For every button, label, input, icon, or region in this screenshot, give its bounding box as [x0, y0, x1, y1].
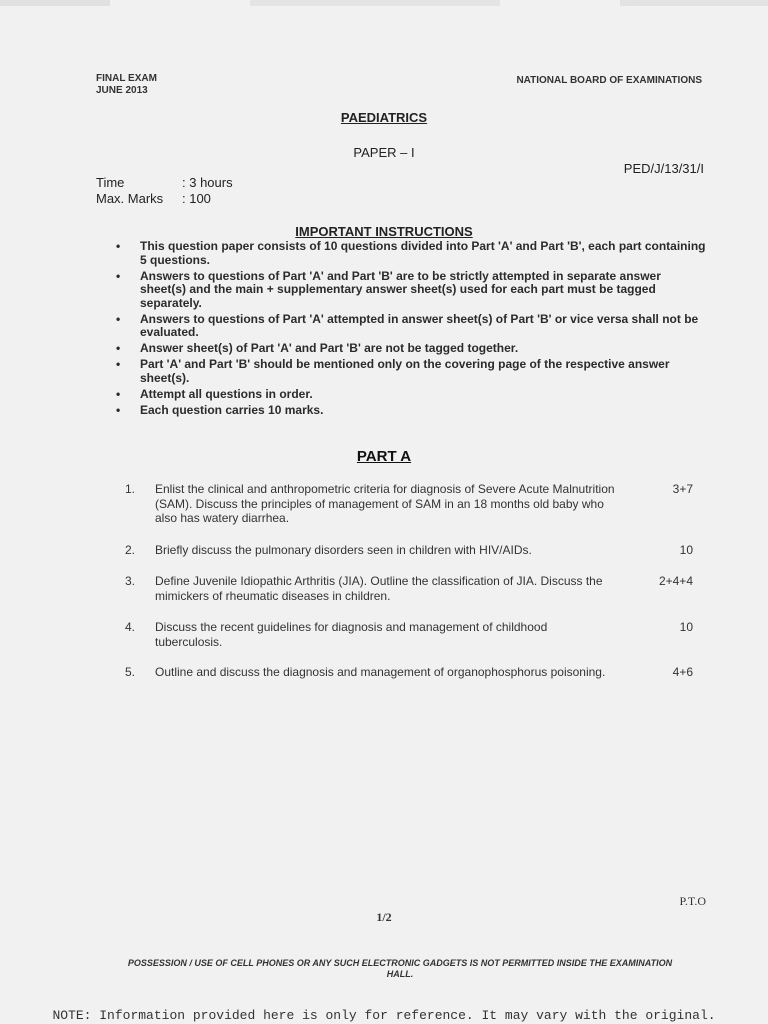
instruction-item: • Attempt all questions in order.	[116, 386, 313, 401]
instruction-item: • Answers to questions of Part 'A' and Part 'B' are to be strictly attempted in separate answer sheet(s) and the main + supplementary answer sheet(s) used for each part must be tagged separately.	[116, 268, 661, 310]
question-marks: 10	[679, 543, 693, 557]
paper-code: PED/J/13/31/I	[623, 161, 704, 176]
exam-header-left	[96, 73, 157, 97]
phone-warning: POSSESSION / USE OF CELL PHONES OR ANY SUCH ELECTRONIC GADGETS IS NOT PERMITTED INSIDE THE EXAMINATION HALL.	[127, 958, 673, 979]
scan-artifact	[0, 0, 768, 6]
instruction-item: • Answers to questions of Part 'A' attempted in answer sheet(s) of Part 'B' or vice versa shall not be evaluated.	[116, 311, 699, 339]
bullet-icon: •	[116, 341, 121, 355]
marks-row	[96, 191, 211, 206]
question-number: 5.	[125, 665, 136, 679]
question-text: Outline and discuss the diagnosis and management of organophosphorus poisoning.	[155, 665, 606, 679]
paper-title: PAPER – I	[353, 145, 415, 160]
time-value: : 3 hours	[182, 175, 233, 190]
question-text: Enlist the clinical and anthropometric criteria for diagnosis of Severe Acute Malnutrition (SAM). Discuss the principles of management of SAM in an 18 months old baby who also has watery diarrhea.	[155, 482, 615, 525]
question-marks: 10	[679, 620, 693, 634]
question-marks: 2+4+4	[658, 574, 693, 588]
exam-type: FINAL EXAM	[96, 73, 157, 84]
bullet-icon: •	[116, 386, 121, 401]
question-text: Define Juvenile Idiopathic Arthritis (JIA). Outline the classification of JIA. Discuss the mimickers of rheumatic diseases in children.	[155, 574, 603, 603]
part-a-title: PART A	[356, 448, 412, 465]
question-number: 4.	[125, 620, 136, 634]
bullet-icon: •	[116, 311, 121, 326]
pto-label: P.T.O	[679, 894, 706, 908]
board-name: NATIONAL BOARD OF EXAMINATIONS	[516, 75, 702, 86]
exam-session: JUNE 2013	[96, 85, 148, 96]
marks-label: Max. Marks	[96, 191, 164, 206]
reference-note: NOTE: Information provided here is only for reference. It may vary with the original.	[52, 1008, 716, 1023]
question-number: 3.	[125, 574, 136, 588]
instructions-list	[114, 240, 708, 420]
bullet-icon: •	[116, 357, 121, 371]
bullet-icon: •	[116, 402, 121, 417]
time-row	[96, 175, 233, 190]
subject-title: PAEDIATRICS	[340, 110, 428, 125]
question-text: Briefly discuss the pulmonary disorders seen in children with HIV/AIDs.	[155, 543, 532, 557]
question-number: 2.	[125, 543, 136, 557]
question-number: 1.	[125, 482, 136, 496]
question-marks: 4+6	[672, 665, 693, 679]
instruction-item: • Each question carries 10 marks.	[116, 402, 324, 417]
time-label: Time	[96, 175, 125, 190]
marks-value: : 100	[182, 191, 211, 206]
question-marks: 3+7	[672, 482, 693, 496]
instruction-item: • Answer sheet(s) of Part 'A' and Part 'B' are not be tagged together.	[116, 341, 519, 355]
bullet-icon: •	[116, 268, 121, 283]
page-number: 1/2	[376, 910, 392, 924]
instructions-title: IMPORTANT INSTRUCTIONS	[295, 224, 473, 239]
instruction-item: • This question paper consists of 10 questions divided into Part 'A' and Part 'B', each part containing 5 questions.	[116, 239, 706, 267]
question-text: Discuss the recent guidelines for diagnosis and management of childhood tuberculosis.	[155, 620, 548, 649]
instruction-item: • Part 'A' and Part 'B' should be mentioned only on the covering page of the respective answer sheet(s).	[116, 357, 670, 385]
bullet-icon: •	[116, 239, 121, 253]
